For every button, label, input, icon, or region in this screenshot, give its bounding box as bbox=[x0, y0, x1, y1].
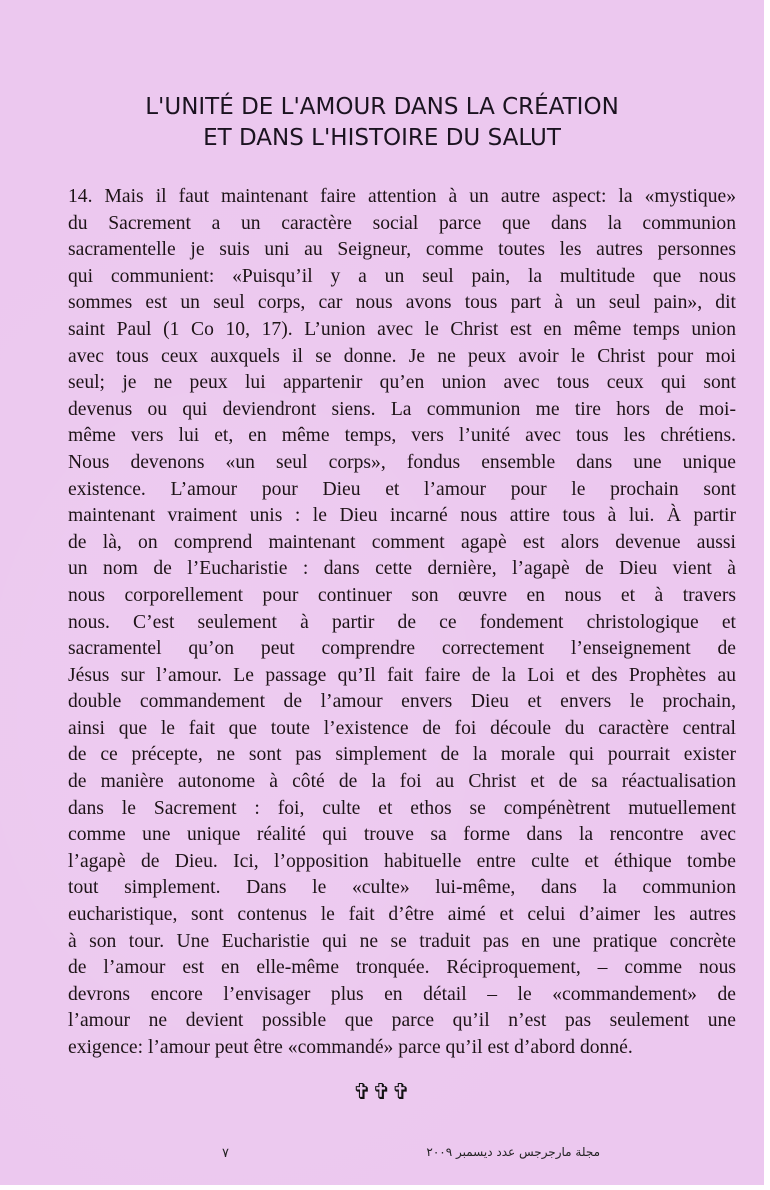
body-line: qui communient: «Puisqu’il y a un seul pain, la multitude que nous bbox=[68, 265, 736, 287]
body-line: du Sacrement a un caractère social parce que dans la communion bbox=[68, 212, 736, 234]
body-line: nous. C’est seulement à partir de ce fondement christologique et bbox=[68, 611, 736, 633]
body-line: existence. L’amour pour Dieu et l’amour pour le prochain sont bbox=[68, 478, 736, 500]
body-line: même vers lui et, en même temps, vers l’unité avec tous les chrétiens. bbox=[68, 425, 736, 447]
body-line: l’amour ne devient possible que parce qu’il n’est pas seulement une bbox=[68, 1010, 736, 1032]
body-line: l’agapè de Dieu. Ici, l’opposition habituelle entre culte et éthique tombe bbox=[68, 850, 736, 872]
body-line: tout simplement. Dans le «culte» lui-même, dans la communion bbox=[68, 877, 736, 899]
publication-footer: مجلة مارجرجس عدد ديسمبر ٢٠٠٩ bbox=[426, 1145, 600, 1159]
body-line: de ce précepte, ne sont pas simplement de la morale qui pourrait exister bbox=[68, 744, 736, 766]
page-number: ٧ bbox=[222, 1146, 229, 1161]
body-line: Nous devenons «un seul corps», fondus ensemble dans une unique bbox=[68, 451, 736, 473]
body-line: sacramentel qu’on peut comprendre correctement l’enseignement de bbox=[68, 638, 736, 660]
body-line: sommes est un seul corps, car nous avons tous part à un seul pain», dit bbox=[68, 292, 736, 314]
body-line: avec tous ceux auxquels il se donne. Je ne peux avoir le Christ pour moi bbox=[68, 345, 736, 367]
body-line: seul; je ne peux lui appartenir qu’en union avec tous ceux qui sont bbox=[68, 372, 736, 394]
body-line: de manière autonome à côté de la foi au Christ et de sa réactualisation bbox=[68, 771, 736, 793]
body-line: Jésus sur l’amour. Le passage qu’Il fait faire de la Loi et des Prophètes au bbox=[68, 664, 736, 686]
body-line: double commandement de l’amour envers Dieu et envers le prochain, bbox=[68, 691, 736, 713]
body-line: devrons encore l’envisager plus en détail – le «commandement» de bbox=[68, 983, 736, 1005]
body-line: 14. Mais il faut maintenant faire attention à un autre aspect: la «mystique» bbox=[68, 186, 736, 207]
body-line: saint Paul (1 Co 10, 17). L’union avec le Christ est en même temps union bbox=[68, 318, 736, 340]
body-line: maintenant vraiment unis : le Dieu incarné nous attire tous à lui. À partir bbox=[68, 505, 736, 527]
body-line: devenus ou qui deviendront siens. La communion me tire hors de moi- bbox=[68, 398, 736, 420]
page-title bbox=[0, 92, 764, 154]
body-line: dans le Sacrement : foi, culte et ethos se compénètrent mutuellement bbox=[68, 797, 736, 819]
body-line: exigence: l’amour peut être «commandé» parce qu’il est d’abord donné. bbox=[68, 1037, 633, 1058]
body-line: à son tour. Une Eucharistie qui ne se traduit pas en une pratique concrète bbox=[68, 930, 736, 952]
title-line-2: ET DANS L'HISTOIRE DU SALUT bbox=[203, 125, 561, 151]
body-line: comme une unique réalité qui trouve sa forme dans la rencontre avec bbox=[68, 824, 736, 846]
title-line-1: L'UNITÉ DE L'AMOUR DANS LA CRÉATION bbox=[145, 94, 619, 120]
body-line: ainsi que le fait que toute l’existence de foi découle du caractère central bbox=[68, 717, 736, 739]
body-line: de là, on comprend maintenant comment agapè est alors devenue aussi bbox=[68, 531, 736, 553]
body-line: nous corporellement pour continuer son œuvre en nous et à travers bbox=[68, 584, 736, 606]
body-line: un nom de l’Eucharistie : dans cette dernière, l’agapè de Dieu vient à bbox=[68, 558, 736, 580]
body-paragraph bbox=[68, 184, 736, 1062]
body-line: sacramentelle je suis uni au Seigneur, comme toutes les autres personnes bbox=[68, 239, 736, 261]
body-line: de l’amour est en elle-même tronquée. Réciproquement, – comme nous bbox=[68, 957, 736, 979]
body-line: eucharistique, sont contenus le fait d’être aimé et celui d’aimer les autres bbox=[68, 904, 736, 926]
three-crosses-icon: ✞✞✞ bbox=[352, 1080, 412, 1105]
